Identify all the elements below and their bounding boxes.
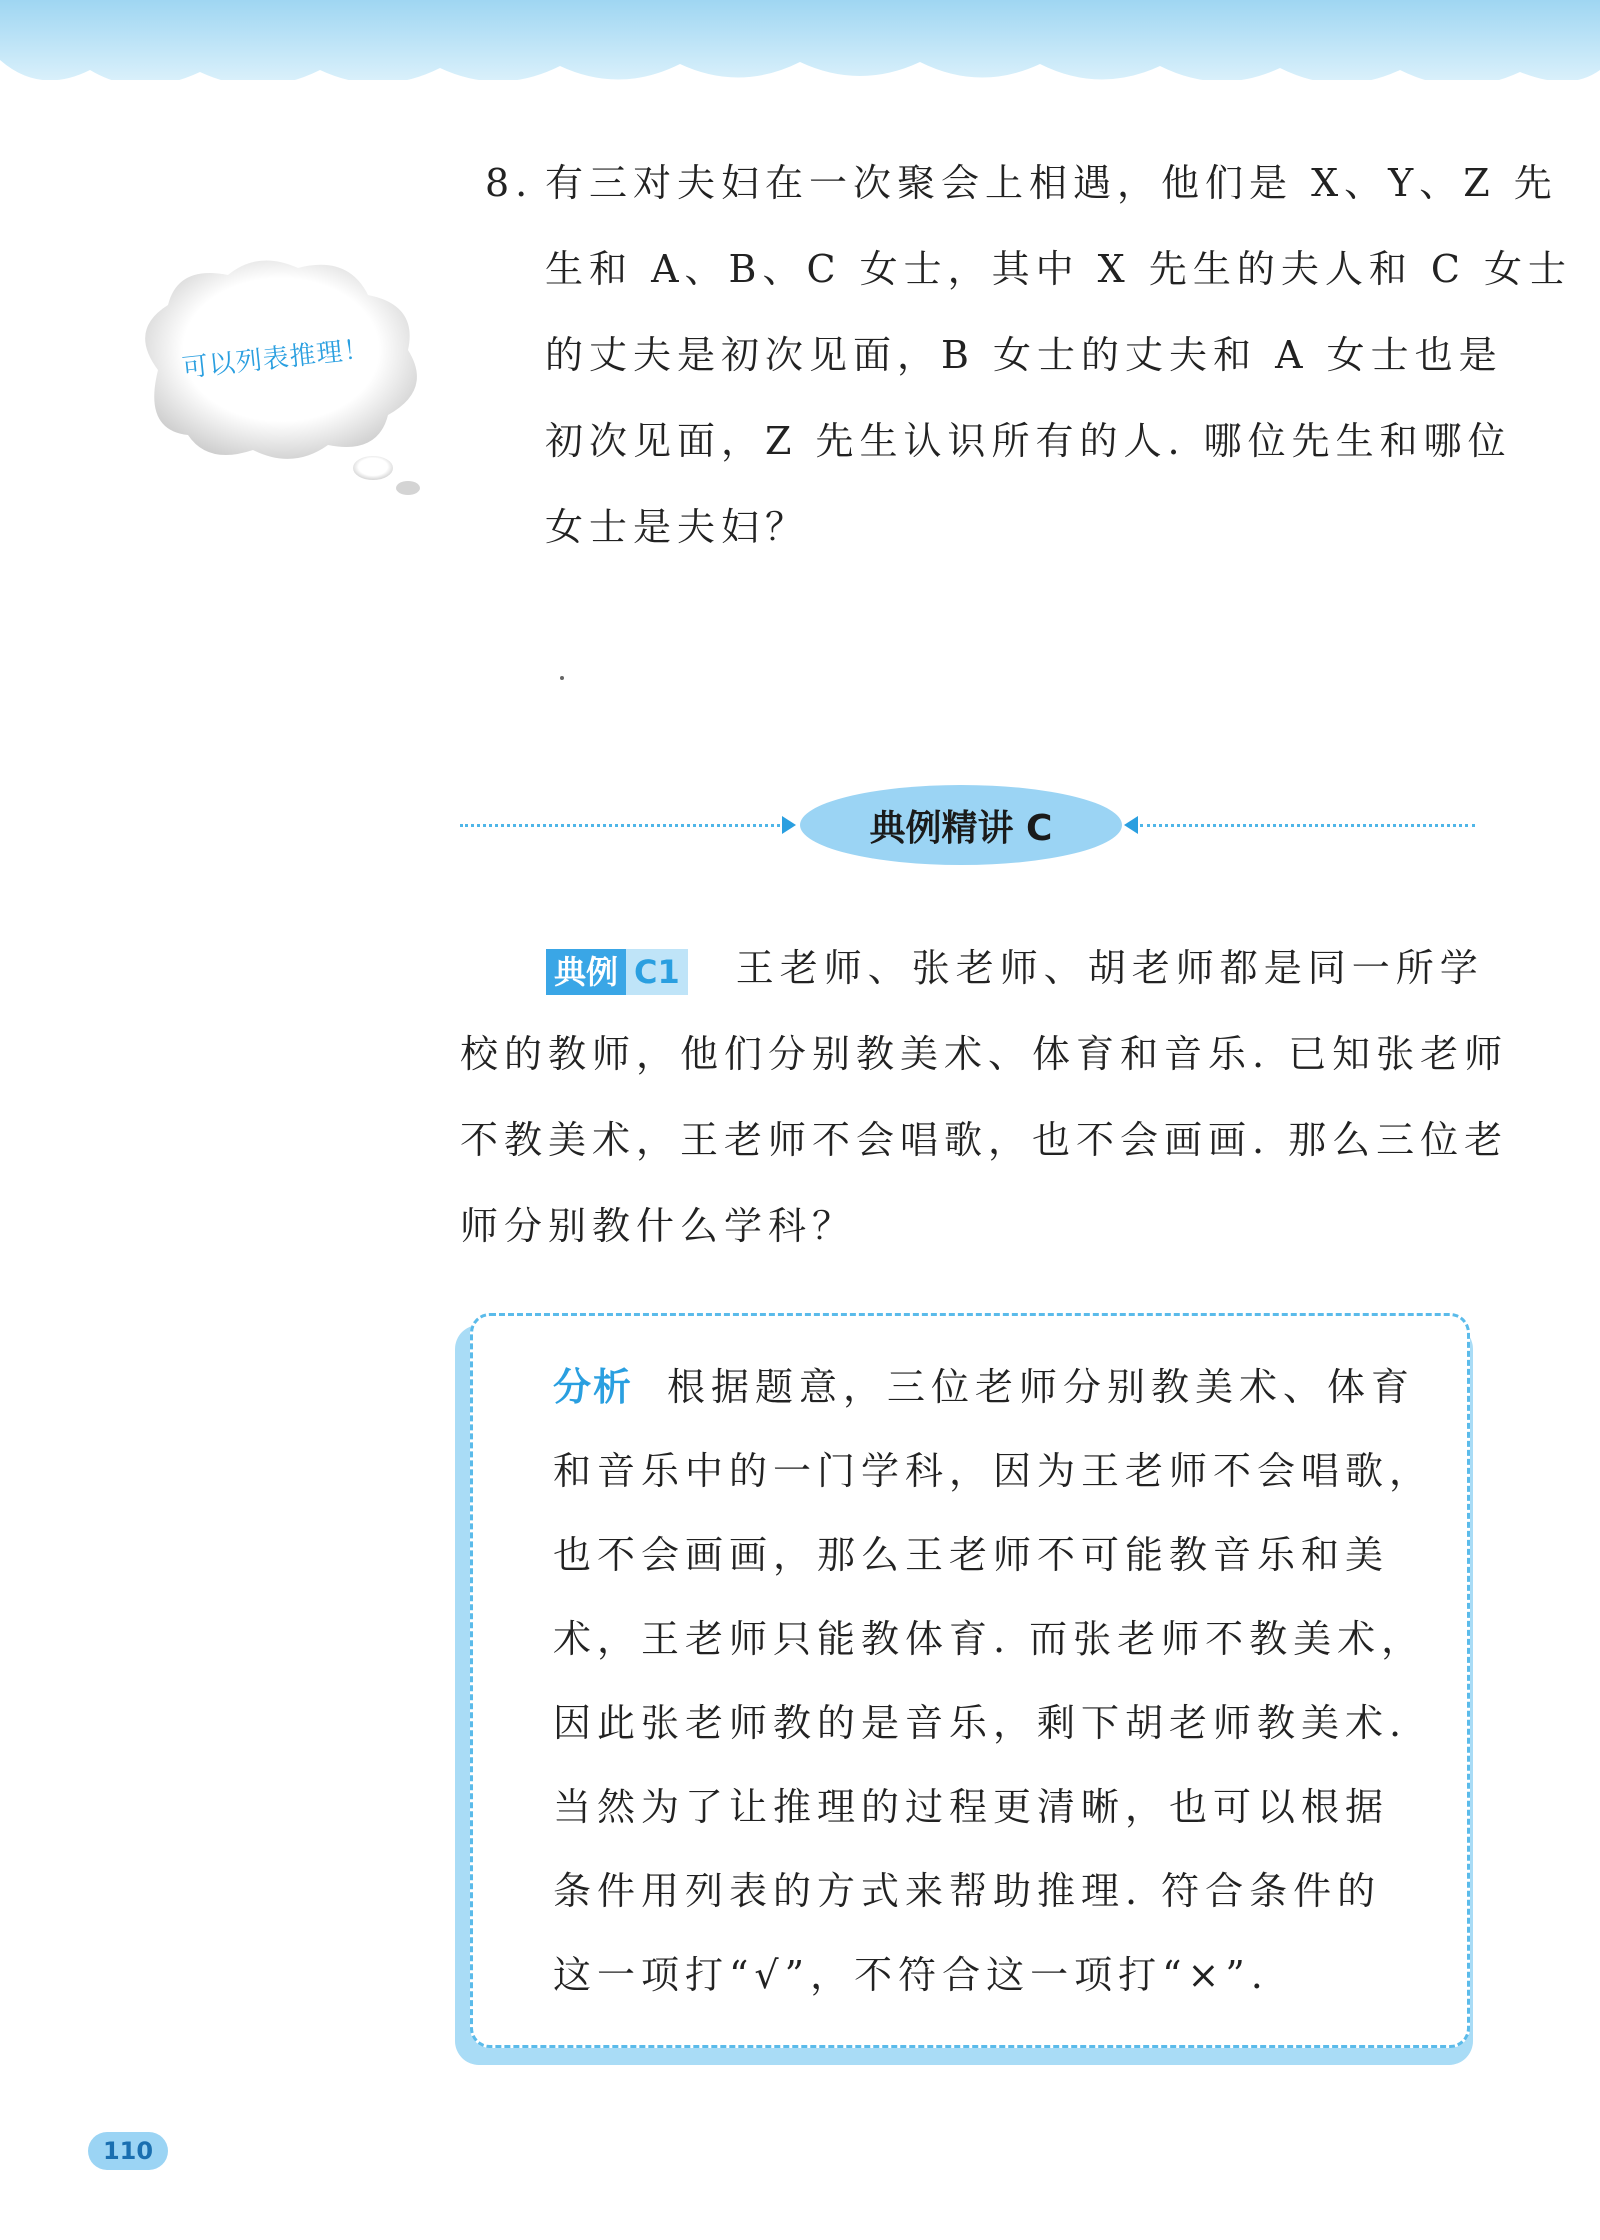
analysis-line: 也不会画画，那么王老师不可能教音乐和美 xyxy=(553,1533,1390,1577)
cloud-hint-text: 可以列表推理！ xyxy=(180,334,372,384)
arrow-right-icon xyxy=(782,816,796,834)
problem-line: 初次见面，Z 先生认识所有的人. 哪位先生和哪位 xyxy=(545,419,1512,463)
example-c1 xyxy=(460,925,1509,1269)
analysis-line: 条件用列表的方式来帮助推理. 符合条件的 xyxy=(553,1869,1382,1913)
analysis-line: 和音乐中的一门学科，因为王老师不会唱歌， xyxy=(553,1449,1434,1493)
example-line: 校的教师，他们分别教美术、体育和音乐. 已知张老师 xyxy=(460,1032,1509,1076)
analysis-label: 分析 xyxy=(553,1365,634,1409)
page-number: 110 xyxy=(88,2132,168,2170)
analysis-line: 当然为了让推理的过程更清晰，也可以根据 xyxy=(553,1785,1390,1829)
analysis-text xyxy=(553,1345,1433,2017)
analysis-line: 分析 根据题意，三位老师分别教美术、体育 xyxy=(553,1365,1416,1409)
analysis-line: 这一项打“√”，不符合这一项打“×”. xyxy=(553,1953,1269,1997)
example-line: 典例 C1 王老师、张老师、胡老师都是同一所学 xyxy=(460,925,1480,1011)
section-title: 典例精讲 C xyxy=(800,785,1122,865)
problem-line: 的丈夫是初次见面，B 女士的丈夫和 A 女士也是 xyxy=(545,333,1503,377)
stray-dot xyxy=(560,676,564,680)
example-tag: 典例 C1 xyxy=(546,949,688,995)
problem-line: 女士是夫妇？ xyxy=(545,505,810,549)
problem-line: 生和 A、B、C 女士，其中 X 先生的夫人和 C 女士 xyxy=(545,247,1573,291)
example-line: 师分别教什么学科？ xyxy=(460,1204,857,1248)
problem-number: 8. xyxy=(485,161,534,205)
problem-line: 8. 有三对夫妇在一次聚会上相遇，他们是 X、Y、Z 先 xyxy=(485,140,1485,226)
dotted-divider-left xyxy=(460,824,780,827)
thought-cloud xyxy=(118,250,438,500)
section-header xyxy=(460,785,1475,865)
dotted-divider-right xyxy=(1140,824,1475,827)
arrow-left-icon xyxy=(1124,816,1138,834)
problem-8 xyxy=(485,140,1573,570)
header-sky-decoration xyxy=(0,0,1600,110)
analysis-line: 因此张老师教的是音乐，剩下胡老师教美术. xyxy=(553,1701,1408,1745)
analysis-line: 术，王老师只能教体育. 而张老师不教美术， xyxy=(553,1617,1426,1661)
example-line: 不教美术，王老师不会唱歌，也不会画画. 那么三位老 xyxy=(460,1118,1509,1162)
